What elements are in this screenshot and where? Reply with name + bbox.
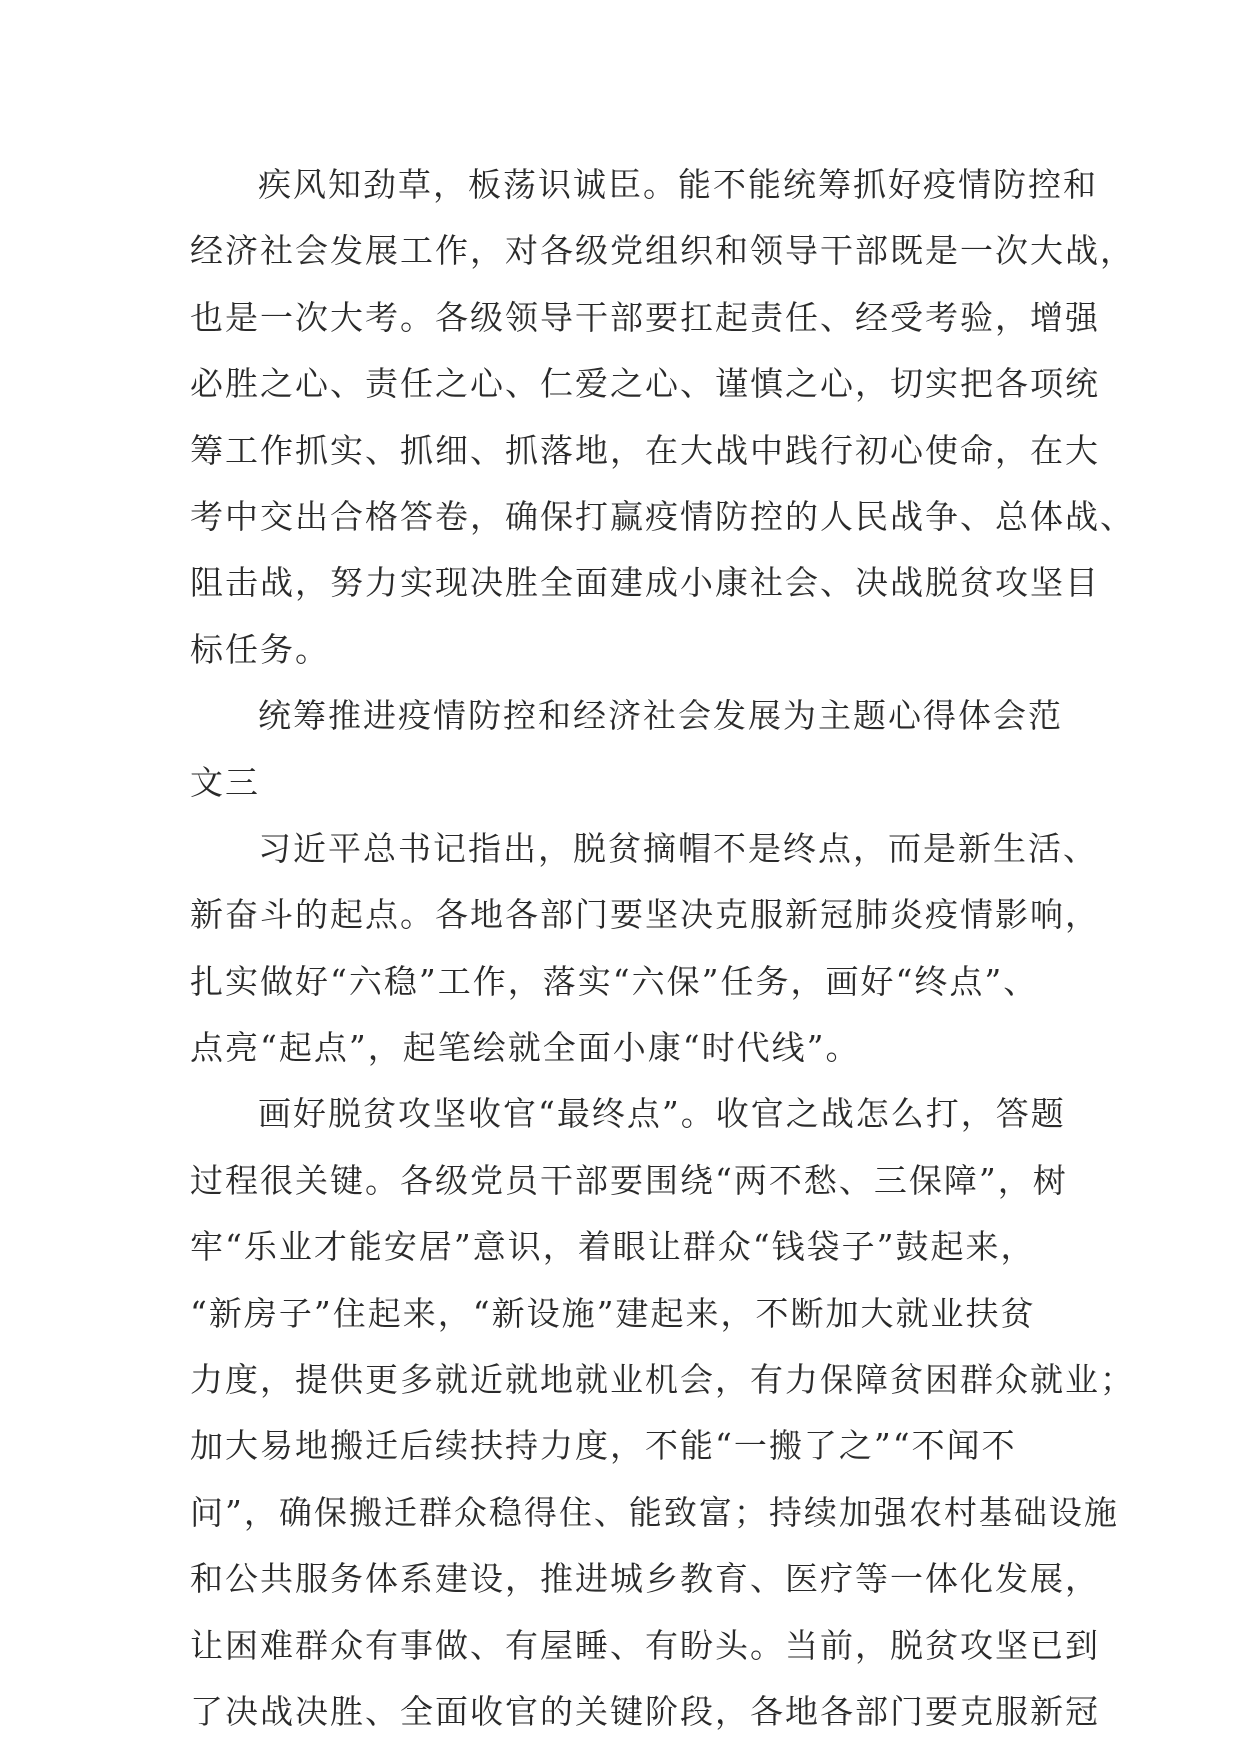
paragraph-line: 必胜之心、责任之心、仁爱之心、谨慎之心，切实把各项统 [190,364,1100,404]
paragraph-line: 考中交出合格答卷，确保打赢疫情防控的人民战争、总体战、 [190,496,1135,536]
paragraph-line: 也是一次大考。各级领导干部要扛起责任、经受考验，增强 [190,297,1100,337]
paragraph-line: 和公共服务体系建设，推进城乡教育、医疗等一体化发展， [190,1559,1100,1599]
paragraph-line: 筹工作抓实、抓细、抓落地，在大战中践行初心使命，在大 [190,430,1100,470]
paragraph-line: 了决战决胜、全面收官的关键阶段，各地各部门要克服新冠 [190,1691,1100,1731]
section-title-line: 文三 [190,762,260,802]
paragraph-line: 标任务。 [190,629,330,669]
paragraph-line: 过程很关键。各级党员干部要围绕“两不愁、三保障”，树 [190,1160,1068,1200]
paragraph-line: 加大易地搬迁后续扶持力度，不能“一搬了之”“不闻不 [190,1426,1017,1466]
paragraph-line: 阻击战，努力实现决胜全面建成小康社会、决战脱贫攻坚目 [190,563,1100,603]
paragraph-line: 扎实做好“六稳”工作，落实“六保”任务，画好“终点”、 [190,961,1039,1001]
paragraph-line: “新房子”住起来，“新设施”建起来，不断加大就业扶贫 [190,1293,1036,1333]
paragraph-line: 力度，提供更多就近就地就业机会，有力保障贫困群众就业； [190,1360,1135,1400]
paragraph-line: 疾风知劲草，板荡识诚臣。能不能统筹抓好疫情防控和 [258,165,1098,204]
paragraph-line: 让困难群众有事做、有屋睡、有盼头。当前，脱贫攻坚已到 [190,1625,1100,1665]
paragraph-line: 经济社会发展工作，对各级党组织和领导干部既是一次大战， [190,231,1135,271]
document-body [190,152,1135,1745]
paragraph-line: 新奋斗的起点。各地各部门要坚决克服新冠肺炎疫情影响， [190,895,1100,935]
paragraph-line: 牢“乐业才能安居”意识，着眼让群众“钱袋子”鼓起来， [190,1227,1036,1267]
paragraph-line: 问”，确保搬迁群众稳得住、能致富；持续加强农村基础设施 [190,1492,1119,1532]
section-title-line: 统筹推进疫情防控和经济社会发展为主题心得体会范 [258,696,1063,736]
paragraph-line: 点亮“起点”，起笔绘就全面小康“时代线”。 [190,1028,861,1068]
paragraph-line: 习近平总书记指出，脱贫摘帽不是终点，而是新生活、 [258,828,1098,868]
paragraph-line: 画好脱贫攻坚收官“最终点”。收官之战怎么打，答题 [258,1094,1066,1134]
